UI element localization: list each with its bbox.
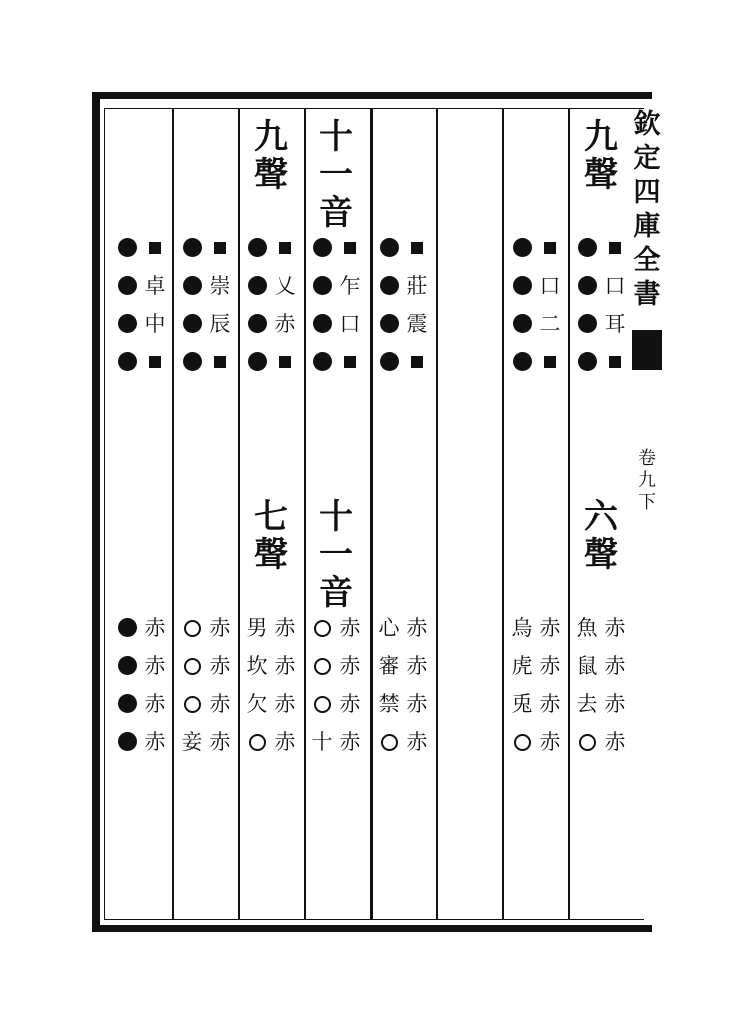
filled-circle-icon (183, 352, 202, 371)
filled-circle-mark (572, 230, 602, 266)
character-cell: 崇 (209, 274, 231, 298)
character-cell: 赤 (274, 730, 296, 754)
upper-section-header (305, 118, 367, 232)
margin-volume-char: 下 (638, 492, 656, 513)
lower-section-header (305, 498, 367, 612)
open-circle-icon (314, 620, 331, 637)
filled-square-icon (344, 242, 356, 254)
filled-circle-mark (507, 230, 537, 266)
character-cell: 口 (604, 274, 626, 298)
filled-circle-mark (374, 344, 404, 380)
filled-circle-icon (248, 238, 267, 257)
character-cell: 男 (246, 616, 268, 640)
filled-circle-icon (118, 314, 137, 333)
character-cell: 赤 (274, 654, 296, 678)
open-circle-icon (184, 658, 201, 675)
character-cell: 心 (378, 616, 400, 640)
header-char: 十 (319, 117, 353, 157)
character-cell: 赤 (539, 616, 561, 640)
margin-title-char: 定 (633, 143, 661, 174)
filled-square-icon (411, 242, 423, 254)
filled-circle-mark (242, 268, 272, 304)
filled-circle-icon (248, 352, 267, 371)
filled-circle-mark (112, 686, 142, 722)
filled-circle-mark (112, 724, 142, 760)
filled-circle-mark (507, 344, 537, 380)
filled-circle-mark (374, 230, 404, 266)
filled-square-mark (600, 344, 630, 380)
character-cell: 赤 (209, 616, 231, 640)
filled-circle-mark (507, 268, 537, 304)
open-circle-icon (184, 696, 201, 713)
header-char: 九 (254, 117, 288, 157)
table-column (505, 108, 567, 920)
filled-circle-icon (183, 276, 202, 295)
character-cell: 赤 (144, 730, 166, 754)
header-char: 九 (584, 117, 618, 157)
header-char: 十 (319, 497, 353, 537)
filled-circle-icon (118, 694, 137, 713)
character-cell: 赤 (406, 730, 428, 754)
character-cell: 赤 (274, 692, 296, 716)
character-cell: 審 (378, 654, 400, 678)
character-cell: 赤 (539, 730, 561, 754)
table-column (240, 108, 302, 920)
character-cell: 中 (144, 312, 166, 336)
filled-square-icon (279, 242, 291, 254)
open-circle-icon (314, 658, 331, 675)
character-cell: 辰 (209, 312, 231, 336)
filled-circle-mark (177, 344, 207, 380)
filled-circle-icon (118, 352, 137, 371)
character-cell: 鼠 (576, 654, 598, 678)
character-cell: 禁 (378, 692, 400, 716)
margin-title-char: 全 (633, 245, 661, 276)
filled-square-icon (214, 356, 226, 368)
filled-square-icon (544, 242, 556, 254)
filled-circle-mark (307, 268, 337, 304)
table-column (372, 108, 434, 920)
open-circle-mark (242, 724, 272, 760)
filled-circle-icon (380, 352, 399, 371)
filled-square-icon (544, 356, 556, 368)
upper-section-header (570, 118, 632, 194)
fish-tail-mark (632, 330, 662, 370)
character-cell: 赤 (539, 654, 561, 678)
filled-circle-mark (374, 306, 404, 342)
character-cell: 去 (576, 692, 598, 716)
character-cell: 赤 (339, 730, 361, 754)
filled-square-icon (149, 356, 161, 368)
header-char: 六 (584, 497, 618, 537)
open-circle-mark (307, 648, 337, 684)
character-cell: 赤 (406, 692, 428, 716)
open-circle-icon (249, 734, 266, 751)
character-cell: 莊 (406, 274, 428, 298)
character-cell: 坎 (246, 654, 268, 678)
character-cell: 魚 (576, 616, 598, 640)
character-cell: 赤 (144, 616, 166, 640)
filled-circle-mark (177, 268, 207, 304)
filled-circle-icon (313, 352, 332, 371)
character-cell: 卓 (144, 274, 166, 298)
character-cell: 震 (406, 312, 428, 336)
character-cell: 妾 (181, 730, 203, 754)
filled-circle-icon (118, 732, 137, 751)
table-column (175, 108, 237, 920)
filled-square-mark (140, 230, 170, 266)
character-cell: 赤 (209, 730, 231, 754)
filled-circle-icon (118, 238, 137, 257)
header-char: 一 (319, 535, 353, 575)
character-cell: 虎 (511, 654, 533, 678)
filled-circle-icon (513, 352, 532, 371)
open-circle-icon (314, 696, 331, 713)
header-char: 七 (254, 497, 288, 537)
filled-circle-mark (112, 268, 142, 304)
filled-circle-icon (313, 276, 332, 295)
filled-square-mark (402, 230, 432, 266)
filled-circle-icon (578, 276, 597, 295)
filled-circle-mark (307, 306, 337, 342)
filled-square-mark (535, 230, 565, 266)
filled-circle-mark (112, 230, 142, 266)
character-cell: 欠 (246, 692, 268, 716)
filled-square-icon (279, 356, 291, 368)
filled-circle-icon (380, 238, 399, 257)
filled-square-icon (149, 242, 161, 254)
open-circle-icon (579, 734, 596, 751)
character-cell: 赤 (144, 654, 166, 678)
filled-circle-icon (248, 276, 267, 295)
filled-square-mark (270, 230, 300, 266)
character-cell: 乍 (339, 274, 361, 298)
filled-square-mark (335, 230, 365, 266)
filled-circle-mark (307, 230, 337, 266)
margin-title-char: 書 (633, 279, 661, 310)
open-circle-icon (184, 620, 201, 637)
open-circle-mark (177, 610, 207, 646)
filled-circle-icon (118, 618, 137, 637)
table-column (570, 108, 632, 920)
lower-section-header (240, 498, 302, 574)
open-circle-mark (177, 648, 207, 684)
filled-circle-mark (112, 344, 142, 380)
filled-circle-icon (513, 314, 532, 333)
margin-title-char: 欽 (633, 109, 661, 140)
filled-circle-icon (578, 314, 597, 333)
character-cell: 耳 (604, 312, 626, 336)
filled-circle-icon (513, 276, 532, 295)
filled-circle-icon (183, 238, 202, 257)
open-circle-icon (514, 734, 531, 751)
margin-title-char: 庫 (633, 211, 661, 242)
character-cell: 赤 (604, 730, 626, 754)
character-cell: 赤 (406, 654, 428, 678)
filled-circle-mark (177, 306, 207, 342)
filled-circle-mark (307, 344, 337, 380)
filled-circle-icon (380, 314, 399, 333)
upper-section-header (240, 118, 302, 194)
filled-square-mark (335, 344, 365, 380)
filled-circle-icon (248, 314, 267, 333)
margin-book-title (632, 108, 662, 312)
filled-circle-icon (513, 238, 532, 257)
character-cell: 赤 (339, 654, 361, 678)
filled-circle-icon (313, 314, 332, 333)
character-cell: 口 (539, 274, 561, 298)
open-circle-mark (307, 610, 337, 646)
filled-circle-icon (183, 314, 202, 333)
character-cell: 赤 (604, 616, 626, 640)
open-circle-mark (374, 724, 404, 760)
character-cell: 赤 (274, 616, 296, 640)
character-cell: 赤 (339, 692, 361, 716)
filled-square-icon (214, 242, 226, 254)
character-cell: 赤 (539, 692, 561, 716)
filled-circle-mark (112, 306, 142, 342)
filled-circle-mark (572, 344, 602, 380)
character-cell: 赤 (406, 616, 428, 640)
character-cell: 赤 (209, 654, 231, 678)
character-cell: 赤 (274, 312, 296, 336)
filled-circle-mark (242, 230, 272, 266)
filled-square-mark (600, 230, 630, 266)
open-circle-icon (381, 734, 398, 751)
column-rule (502, 108, 504, 920)
character-cell: 赤 (209, 692, 231, 716)
filled-square-mark (140, 344, 170, 380)
column-rule (436, 108, 438, 920)
filled-square-icon (609, 242, 621, 254)
margin-volume (634, 448, 660, 514)
filled-circle-icon (118, 656, 137, 675)
filled-square-mark (402, 344, 432, 380)
header-char: 音 (319, 573, 353, 613)
character-cell: 兎 (511, 692, 533, 716)
filled-circle-icon (578, 238, 597, 257)
filled-circle-mark (112, 648, 142, 684)
filled-square-mark (205, 230, 235, 266)
filled-square-icon (344, 356, 356, 368)
filled-square-icon (609, 356, 621, 368)
character-cell: 赤 (144, 692, 166, 716)
character-cell: 乂 (274, 274, 296, 298)
header-char: 音 (319, 193, 353, 233)
filled-circle-icon (578, 352, 597, 371)
filled-circle-mark (112, 610, 142, 646)
column-rule (172, 108, 174, 920)
character-cell: 赤 (604, 654, 626, 678)
character-cell: 赤 (604, 692, 626, 716)
filled-square-icon (411, 356, 423, 368)
filled-circle-icon (313, 238, 332, 257)
margin-volume-char: 九 (638, 470, 656, 491)
filled-circle-mark (507, 306, 537, 342)
open-circle-mark (507, 724, 537, 760)
filled-circle-icon (118, 276, 137, 295)
character-cell: 口 (339, 312, 361, 336)
header-char: 一 (319, 155, 353, 195)
filled-circle-mark (177, 230, 207, 266)
open-circle-mark (307, 686, 337, 722)
table-column (110, 108, 172, 920)
character-cell: 十 (311, 730, 333, 754)
filled-circle-mark (242, 344, 272, 380)
table-column (305, 108, 367, 920)
filled-circle-icon (380, 276, 399, 295)
filled-circle-mark (242, 306, 272, 342)
filled-square-mark (535, 344, 565, 380)
character-cell: 赤 (339, 616, 361, 640)
filled-circle-mark (572, 306, 602, 342)
margin-title-char: 四 (633, 177, 661, 208)
lower-section-header (570, 498, 632, 574)
header-char: 聲 (254, 155, 288, 195)
margin-volume-char: 卷 (638, 448, 656, 469)
filled-circle-mark (572, 268, 602, 304)
filled-square-mark (205, 344, 235, 380)
header-char: 聲 (584, 155, 618, 195)
open-circle-mark (572, 724, 602, 760)
header-char: 聲 (584, 535, 618, 575)
filled-square-mark (270, 344, 300, 380)
table-column (440, 108, 502, 920)
open-circle-mark (177, 686, 207, 722)
character-cell: 二 (539, 312, 561, 336)
character-cell: 烏 (511, 616, 533, 640)
filled-circle-mark (374, 268, 404, 304)
header-char: 聲 (254, 535, 288, 575)
